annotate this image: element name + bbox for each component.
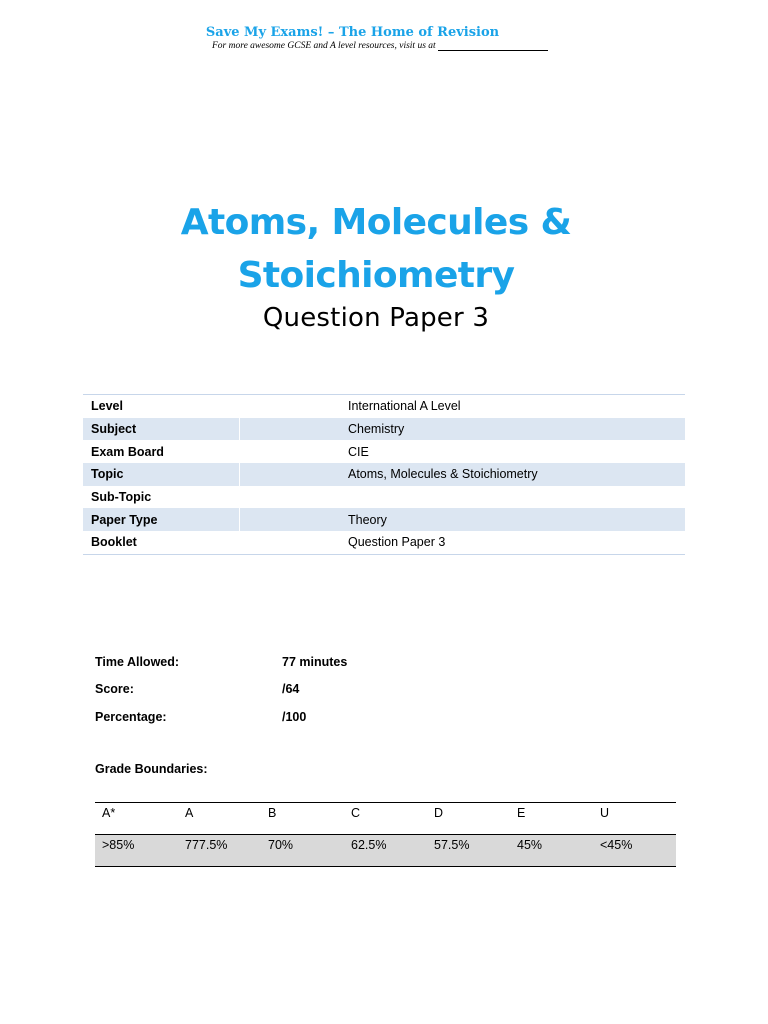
grade-cell: C bbox=[351, 806, 361, 820]
meta-row-percentage bbox=[95, 703, 495, 731]
boundary-cell: 57.5% bbox=[434, 838, 470, 852]
tagline bbox=[212, 41, 572, 51]
info-table bbox=[83, 394, 685, 555]
boundary-cell: >85% bbox=[102, 838, 135, 852]
boundary-cell: 62.5% bbox=[351, 838, 387, 852]
info-label: Topic bbox=[91, 467, 124, 482]
grade-cell: E bbox=[517, 806, 526, 820]
info-row-sub-topic bbox=[83, 486, 685, 509]
url-blank-line bbox=[438, 41, 548, 51]
boundary-cell: 777.5% bbox=[185, 838, 228, 852]
boundary-cell: 45% bbox=[517, 838, 543, 852]
info-label: Booklet bbox=[91, 535, 137, 550]
meta-label: Score: bbox=[95, 682, 134, 697]
info-value: Atoms, Molecules & Stoichiometry bbox=[348, 467, 538, 482]
meta-row-score bbox=[95, 676, 495, 704]
boundary-cell: <45% bbox=[600, 838, 633, 852]
title-line-2: Stoichiometry bbox=[237, 255, 515, 296]
info-label: Exam Board bbox=[91, 444, 164, 459]
grade-cell: B bbox=[268, 806, 277, 820]
meta-label: Time Allowed: bbox=[95, 654, 180, 669]
info-label: Sub-Topic bbox=[91, 490, 152, 505]
info-label: Level bbox=[91, 399, 123, 414]
info-row-booklet bbox=[83, 531, 685, 554]
grade-boundaries-table bbox=[95, 802, 676, 867]
tagline-text: For more awesome GCSE and A level resources, visit us at bbox=[212, 41, 436, 51]
info-label: Paper Type bbox=[91, 512, 158, 527]
meta-value: /100 bbox=[282, 709, 307, 724]
info-row-topic bbox=[83, 463, 685, 486]
meta-value: /64 bbox=[282, 682, 300, 697]
grade-cell: A* bbox=[102, 806, 116, 820]
grade-cell: A bbox=[185, 806, 194, 820]
document-title bbox=[0, 196, 752, 302]
grade-header-row bbox=[95, 803, 676, 835]
exam-meta bbox=[95, 648, 495, 731]
boundary-cell: 70% bbox=[268, 838, 294, 852]
info-value: Chemistry bbox=[348, 422, 405, 437]
meta-value: 77 minutes bbox=[282, 654, 348, 669]
info-value: Question Paper 3 bbox=[348, 535, 446, 550]
info-value: Theory bbox=[348, 512, 387, 527]
brand-title: Save My Exams! – The Home of Revision bbox=[205, 25, 500, 40]
info-label: Subject bbox=[91, 422, 137, 437]
grade-values-row bbox=[95, 835, 676, 866]
title-line-1: Atoms, Molecules & bbox=[180, 202, 572, 243]
meta-label: Percentage: bbox=[95, 709, 167, 724]
document-subtitle: Question Paper 3 bbox=[262, 303, 490, 333]
info-value: CIE bbox=[348, 444, 369, 459]
info-row-level bbox=[83, 395, 685, 418]
info-row-subject bbox=[83, 418, 685, 441]
grade-boundaries-title: Grade Boundaries: bbox=[95, 762, 208, 776]
meta-row-time bbox=[95, 648, 495, 676]
info-value: International A Level bbox=[348, 399, 461, 414]
info-row-paper-type bbox=[83, 508, 685, 531]
grade-cell: D bbox=[434, 806, 444, 820]
info-row-exam-board bbox=[83, 440, 685, 463]
grade-cell: U bbox=[600, 806, 610, 820]
